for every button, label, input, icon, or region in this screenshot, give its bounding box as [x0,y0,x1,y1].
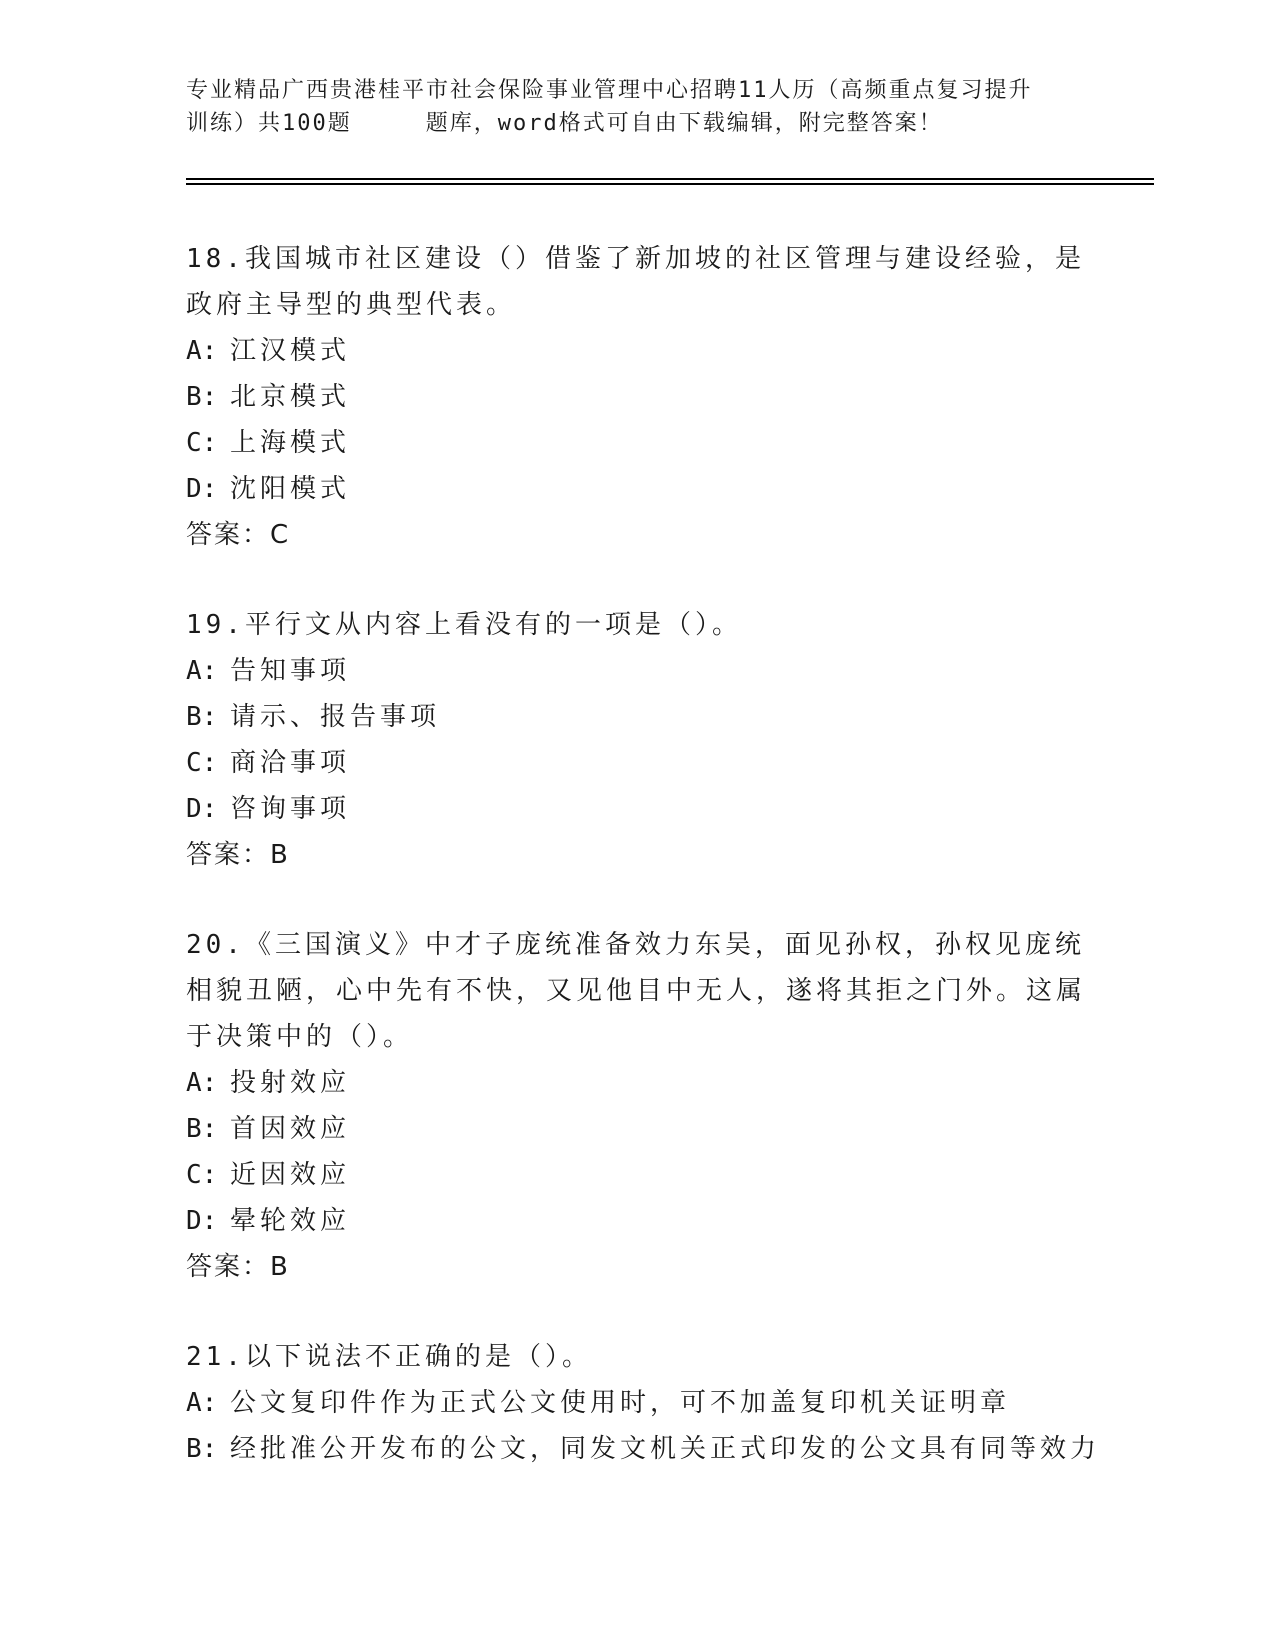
option-text: 投射效应 [230,1068,351,1098]
option-text: 江汉模式 [230,336,351,366]
option-c [186,420,1086,466]
option-text: 首因效应 [230,1114,351,1144]
answer: 答案：C [186,520,291,550]
option-key: B: [186,382,218,412]
option-key: B: [186,1434,218,1464]
document-header [186,74,1086,140]
option-c [186,1152,1086,1198]
option-a [186,648,1086,694]
option-text: 请示、报告事项 [230,702,441,732]
header-line-1: 专业精品广西贵港桂平市社会保险事业管理中心招聘11人历（高频重点复习提升 [186,78,1033,103]
header-rule-bottom [186,183,1154,185]
option-b [186,1426,1101,1472]
header-line-2-left: 训练）共100题 [186,111,352,136]
option-key: A: [186,336,218,366]
question-stem: 21.以下说法不正确的是（）。 [186,1342,592,1372]
option-text: 上海模式 [230,428,351,458]
option-key: D: [186,794,218,824]
question-18 [186,236,1086,558]
header-rule-top [186,178,1154,180]
option-c [186,740,1086,786]
option-a [186,328,1086,374]
option-key: D: [186,474,218,504]
header-line-2-right: 题库，word格式可自由下载编辑，附完整答案！ [425,111,943,136]
option-text: 咨询事项 [230,794,351,824]
option-a [186,1060,1086,1106]
option-a [186,1380,1086,1426]
option-text: 告知事项 [230,656,351,686]
option-key: A: [186,1068,218,1098]
option-text: 北京模式 [230,382,351,412]
question-21 [186,1334,1101,1472]
option-text: 经批准公开发布的公文，同发文机关正式印发的公文具有同等效力 [230,1434,1101,1464]
option-text: 沈阳模式 [230,474,351,504]
header-line-2 [186,107,1086,140]
answer: 答案：B [186,840,290,870]
option-text: 近因效应 [230,1160,351,1190]
option-key: B: [186,702,218,732]
option-b [186,1106,1086,1152]
question-stem: 18.我国城市社区建设（）借鉴了新加坡的社区管理与建设经验，是政府主导型的典型代表。 [186,244,1085,320]
option-text: 商洽事项 [230,748,351,778]
option-key: C: [186,428,218,458]
option-key: C: [186,748,218,778]
option-b [186,374,1086,420]
option-b [186,694,1086,740]
option-text: 公文复印件作为正式公文使用时，可不加盖复印机关证明章 [230,1388,1011,1418]
option-d [186,1198,1086,1244]
answer: 答案：B [186,1252,290,1282]
option-key: A: [186,656,218,686]
option-key: D: [186,1206,218,1236]
option-d [186,466,1086,512]
question-stem: 20.《三国演义》中才子庞统准备效力东吴，面见孙权，孙权见庞统相貌丑陋，心中先有不快，又见他目中无人，遂将其拒之门外。这属于决策中的（）。 [186,930,1087,1052]
option-key: C: [186,1160,218,1190]
option-key: A: [186,1388,218,1418]
option-text: 晕轮效应 [230,1206,351,1236]
question-list [186,236,1101,1516]
question-stem: 19.平行文从内容上看没有的一项是（）。 [186,610,742,640]
question-19 [186,602,1086,878]
question-20 [186,922,1086,1290]
option-key: B: [186,1114,218,1144]
option-d [186,786,1086,832]
